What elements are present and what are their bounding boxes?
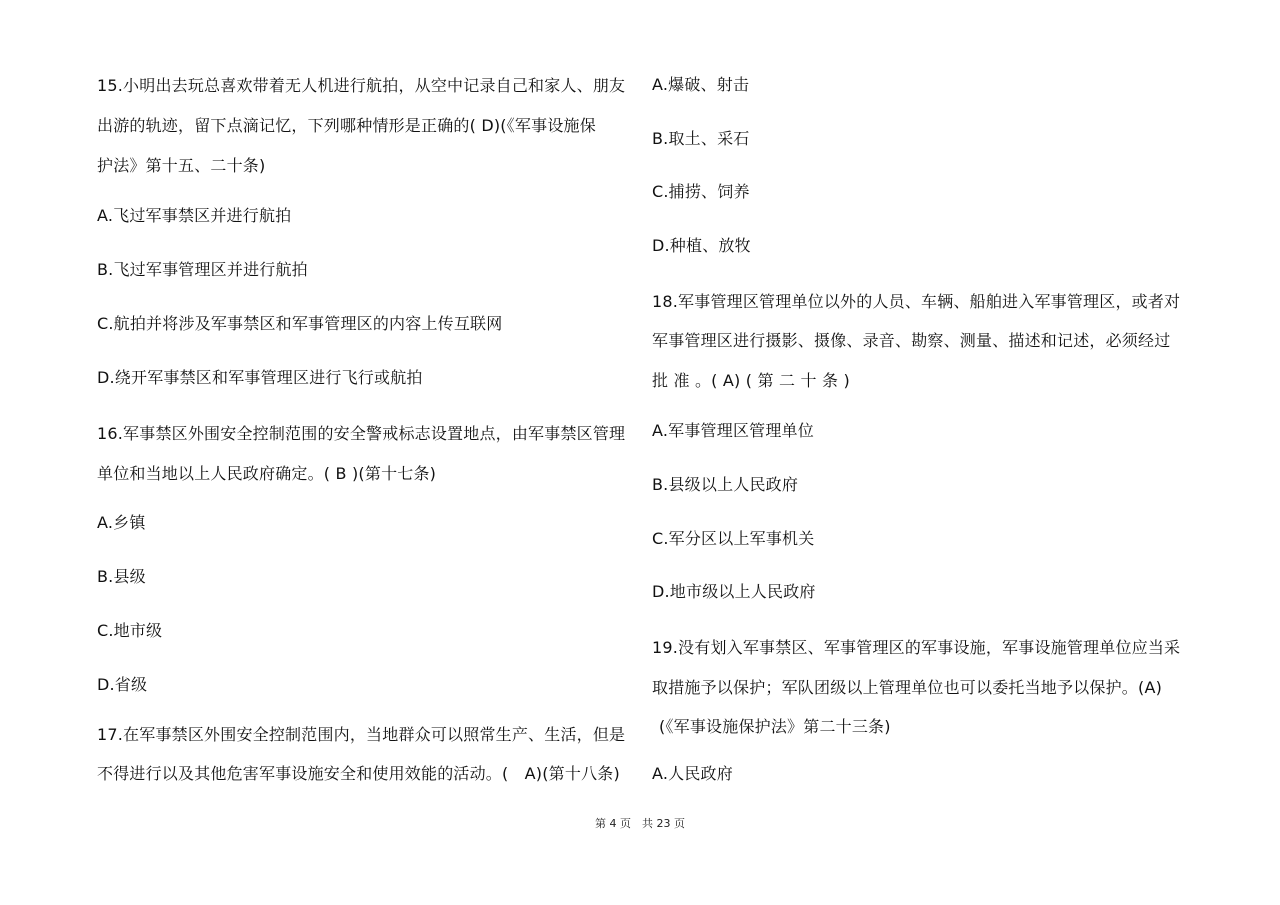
question-18-option-a: A.军事管理区管理单位 <box>652 421 814 440</box>
question-17-option-c: C.捕捞、饲养 <box>652 182 750 201</box>
page-footer: 第 4 页 共 23 页 <box>595 817 685 830</box>
question-17-option-d: D.种植、放牧 <box>652 236 751 255</box>
question-15-option-b: B.飞过军事管理区并进行航拍 <box>97 260 308 279</box>
question-18-option-c: C.军分区以上军事机关 <box>652 529 815 548</box>
question-17-line-1: 17.在军事禁区外围安全控制范围内，当地群众可以照常生产、生活，但是 <box>97 725 626 744</box>
question-18-option-b: B.县级以上人民政府 <box>652 475 799 494</box>
question-19-line-3: (《军事设施保护法》第二十三条) <box>659 717 891 736</box>
question-16-line-2: 单位和当地以上人民政府确定。( B )(第十七条) <box>97 464 437 483</box>
question-15-line-1: 15.小明出去玩总喜欢带着无人机进行航拍，从空中记录自己和家人、朋友 <box>97 76 626 95</box>
question-16-option-d: D.省级 <box>97 675 148 694</box>
question-19-option-a: A.人民政府 <box>652 764 733 783</box>
question-16-option-b: B.县级 <box>97 567 146 586</box>
question-18-line-1: 18.军事管理区管理单位以外的人员、车辆、船舶进入军事管理区，或者对 <box>652 292 1181 311</box>
question-15-option-d: D.绕开军事禁区和军事管理区进行飞行或航拍 <box>97 368 423 387</box>
question-15-line-2: 出游的轨迹，留下点滴记忆，下列哪种情形是正确的( D)(《军事设施保 <box>97 116 596 135</box>
question-17-option-b: B.取土、采石 <box>652 129 750 148</box>
question-19-line-1: 19.没有划入军事禁区、军事管理区的军事设施，军事设施管理单位应当采 <box>652 638 1181 657</box>
question-19-line-2: 取措施予以保护；军队团级以上管理单位也可以委托当地予以保护。(A) <box>652 678 1163 697</box>
question-17-line-2: 不得进行以及其他危害军事设施安全和使用效能的活动。( A)(第十八条) <box>97 764 620 783</box>
question-15-option-a: A.飞过军事禁区并进行航拍 <box>97 206 292 225</box>
question-17-option-a: A.爆破、射击 <box>652 75 750 94</box>
question-18-line-3: 批 准 。( A) ( 第 二 十 条 ) <box>652 371 850 390</box>
question-16-option-c: C.地市级 <box>97 621 163 640</box>
question-18-option-d: D.地市级以上人民政府 <box>652 582 816 601</box>
question-16-option-a: A.乡镇 <box>97 513 146 532</box>
question-16-line-1: 16.军事禁区外围安全控制范围的安全警戒标志设置地点，由军事禁区管理 <box>97 424 626 443</box>
question-15-line-3: 护法》第十五、二十条) <box>97 156 266 175</box>
question-18-line-2: 军事管理区进行摄影、摄像、录音、勘察、测量、描述和记述，必须经过 <box>652 331 1171 350</box>
question-15-option-c: C.航拍并将涉及军事禁区和军事管理区的内容上传互联网 <box>97 314 503 333</box>
